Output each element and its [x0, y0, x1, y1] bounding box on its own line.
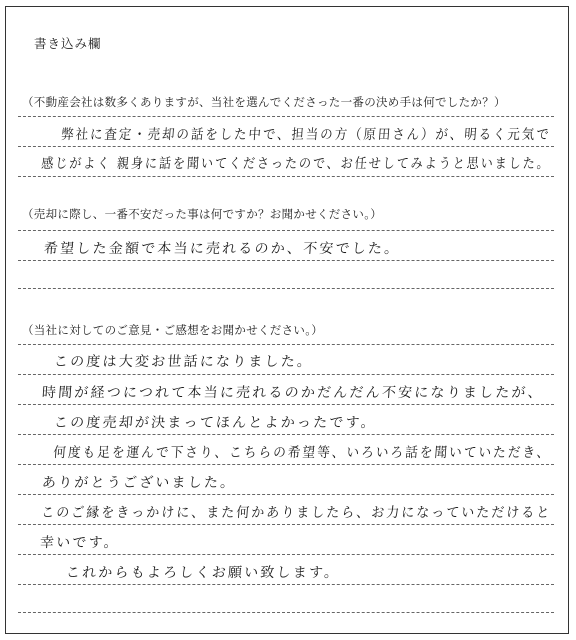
rule-line	[18, 404, 554, 405]
question-3: （当社に対してのご意見・ご感想をお聞かせください。）	[22, 323, 324, 337]
rule-line	[18, 260, 554, 261]
answer-3-line-4: 何度も足を運んで下さり、こちらの希望等、いろいろ話を聞いていただき、	[52, 445, 552, 461]
answer-3-line-3: この度売却が決まってほんとよかったです。	[53, 415, 378, 431]
answer-1-line-1: 弊社に査定・売却の話をした中で、担当の方（原田さん）が、明るく元気で	[60, 127, 552, 143]
rule-line	[18, 230, 554, 231]
form-title: 書き込み欄	[34, 36, 102, 51]
answer-3-line-7: 幸いです。	[39, 535, 121, 551]
answer-3-line-8: これからもよろしくお願い致します。	[65, 565, 341, 581]
rule-line	[18, 584, 554, 585]
question-2: （売却に際し、一番不安だった事は何ですか？お聞かせください。）	[22, 207, 383, 221]
rule-line	[18, 434, 554, 435]
rule-line	[18, 374, 554, 375]
question-1: （不動産会社は数多くありますが、当社を選んでくださった一番の決め手は何でしたか？）	[22, 95, 506, 109]
answer-3-line-6: このご縁をきっかけに、また何かありましたら、お力になっていただけると	[40, 505, 552, 521]
answer-3-line-5: ありがとうございました。	[41, 475, 237, 491]
answer-2-line-1: 希望した金額で本当に売れるのか、不安でした。	[43, 241, 401, 257]
answer-3-line-1: この度は大変お世話になりました。	[53, 354, 314, 370]
rule-line	[18, 612, 554, 613]
answer-1-line-2: 感じがよく 親身に話を聞いてくださったので、お任せしてみようと思いました。	[40, 156, 552, 172]
rule-line	[18, 116, 554, 117]
rule-line	[18, 344, 554, 345]
rule-line	[18, 176, 554, 177]
rule-line	[18, 288, 554, 289]
answer-3-line-2: 時間が経つにつれて本当に売れるのかだんだん不安になりましたが、	[41, 385, 545, 401]
rule-line	[18, 146, 554, 147]
rule-line	[18, 494, 554, 495]
rule-line	[18, 464, 554, 465]
rule-line	[18, 554, 554, 555]
rule-line	[18, 524, 554, 525]
